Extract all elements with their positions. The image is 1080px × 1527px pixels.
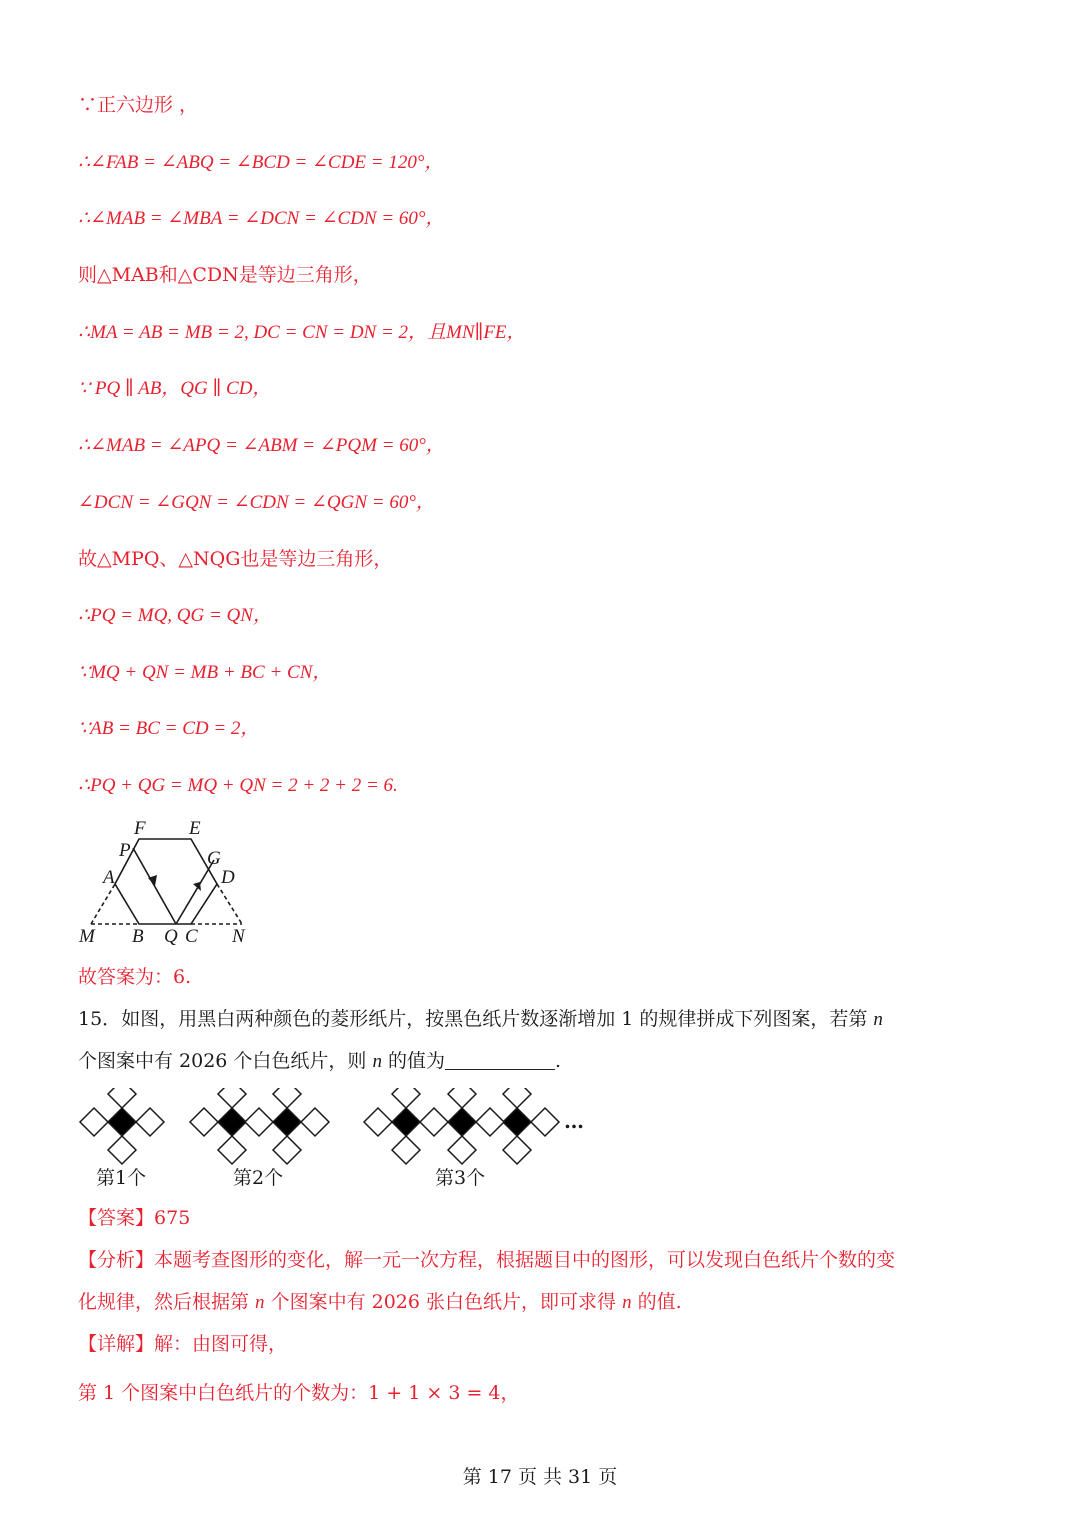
q15-text-2a: 个图案中有 2026 个白色纸片，则	[78, 1050, 373, 1072]
pattern-2	[190, 1088, 329, 1164]
solution-line-5: ∴MA = AB = MB = 2, DC = CN = DN = 2，且MN∥FE，	[78, 322, 526, 343]
caption-2: 第2个	[233, 1167, 284, 1189]
label-n: N	[232, 926, 245, 947]
solution-line-10: ∴PQ = MQ, QG = QN，	[78, 605, 272, 626]
solution-line-2: ∴∠FAB = ∠ABQ = ∠BCD = ∠CDE = 120°，	[78, 152, 444, 173]
solution-line-13: ∴PQ + QG = MQ + QN = 2 + 2 + 2 = 6.	[78, 775, 398, 796]
label-e: E	[189, 818, 201, 839]
label-g: G	[207, 848, 221, 869]
solution-line-12: ∵AB = BC = CD = 2，	[78, 718, 260, 739]
label-m: M	[79, 926, 95, 947]
analysis-var-n: n	[255, 1292, 265, 1313]
previous-answer: 故答案为：6.	[78, 966, 192, 988]
analysis-var-n-2: n	[622, 1292, 632, 1313]
detail-line-1	[78, 1331, 287, 1357]
continuation-ellipsis: …	[564, 1109, 584, 1133]
label-f: F	[134, 818, 146, 839]
pattern-1	[80, 1088, 164, 1164]
analysis-tag: 【分析】	[78, 1249, 155, 1271]
answer-tag: 【答案】	[78, 1207, 155, 1229]
analysis-text-1: 本题考查图形的变化，解一元一次方程，根据题目中的图形，可以发现白色纸片个数的变	[154, 1249, 896, 1271]
detail-tag: 【详解】	[78, 1333, 155, 1355]
pattern-3	[364, 1088, 559, 1164]
label-p: P	[119, 840, 131, 861]
q15-text-2c: .	[555, 1050, 562, 1072]
q15-number: 15．	[78, 1008, 122, 1030]
label-b: B	[132, 926, 144, 947]
analysis-text-2c: 的值.	[631, 1291, 682, 1313]
q15-var-n: n	[873, 1009, 883, 1030]
analysis-line-1	[78, 1247, 895, 1273]
dashed-dn	[217, 884, 242, 924]
answer-value: 675	[154, 1207, 191, 1229]
solution-line-1: ∵正六边形 ，	[78, 94, 199, 116]
label-d: D	[221, 867, 235, 888]
detail-text-1: 解：由图可得，	[154, 1333, 288, 1355]
hexagon-figure	[74, 812, 264, 952]
solution-line-6: ∵ PQ ∥ AB，QG ∥ CD，	[78, 378, 272, 399]
segment-pq	[133, 848, 176, 924]
solution-line-11: ∵MQ + QN = MB + BC + CN，	[78, 662, 332, 683]
label-a: A	[103, 867, 115, 888]
label-c: C	[185, 926, 198, 947]
detail-line-2: 第 1 个图案中白色纸片的个数为：1 + 1 × 3 = 4，	[78, 1382, 520, 1404]
caption-3: 第3个	[435, 1167, 486, 1189]
solution-line-7: ∴∠MAB = ∠APQ = ∠ABM = ∠PQM = 60°，	[78, 435, 445, 456]
analysis-line-2	[78, 1289, 682, 1316]
solution-line-8: ∠DCN = ∠GQN = ∠CDN = ∠QGN = 60°，	[78, 492, 435, 513]
caption-1: 第1个	[96, 1167, 147, 1189]
analysis-text-2a: 化规律，然后根据第	[78, 1291, 256, 1313]
dashed-ma	[91, 884, 115, 924]
answer-blank	[445, 1049, 555, 1070]
rhombus-patterns-figure	[76, 1088, 636, 1198]
solution-line-3: ∴∠MAB = ∠MBA = ∠DCN = ∠CDN = 60°，	[78, 208, 445, 229]
q15-line-1	[78, 1006, 883, 1033]
q15-text-1: 如图，用黑白两种颜色的菱形纸片，按黑色纸片数逐渐增加 1 的规律拼成下列图案，若第	[121, 1008, 874, 1030]
q15-line-2	[78, 1048, 561, 1075]
solution-line-4: 则△MAB和△CDN是等边三角形，	[78, 264, 372, 286]
q15-var-n-2: n	[372, 1051, 382, 1072]
answer-line	[78, 1205, 190, 1231]
q15-text-2b: 的值为	[381, 1050, 446, 1072]
page-footer: 第 17 页 共 31 页	[462, 1466, 618, 1488]
segment-qg	[176, 860, 214, 924]
label-q: Q	[164, 926, 178, 947]
solution-line-9: 故△MPQ、△NQG也是等边三角形，	[78, 548, 393, 570]
analysis-text-2b: 个图案中有 2026 张白色纸片，即可求得	[264, 1291, 623, 1313]
